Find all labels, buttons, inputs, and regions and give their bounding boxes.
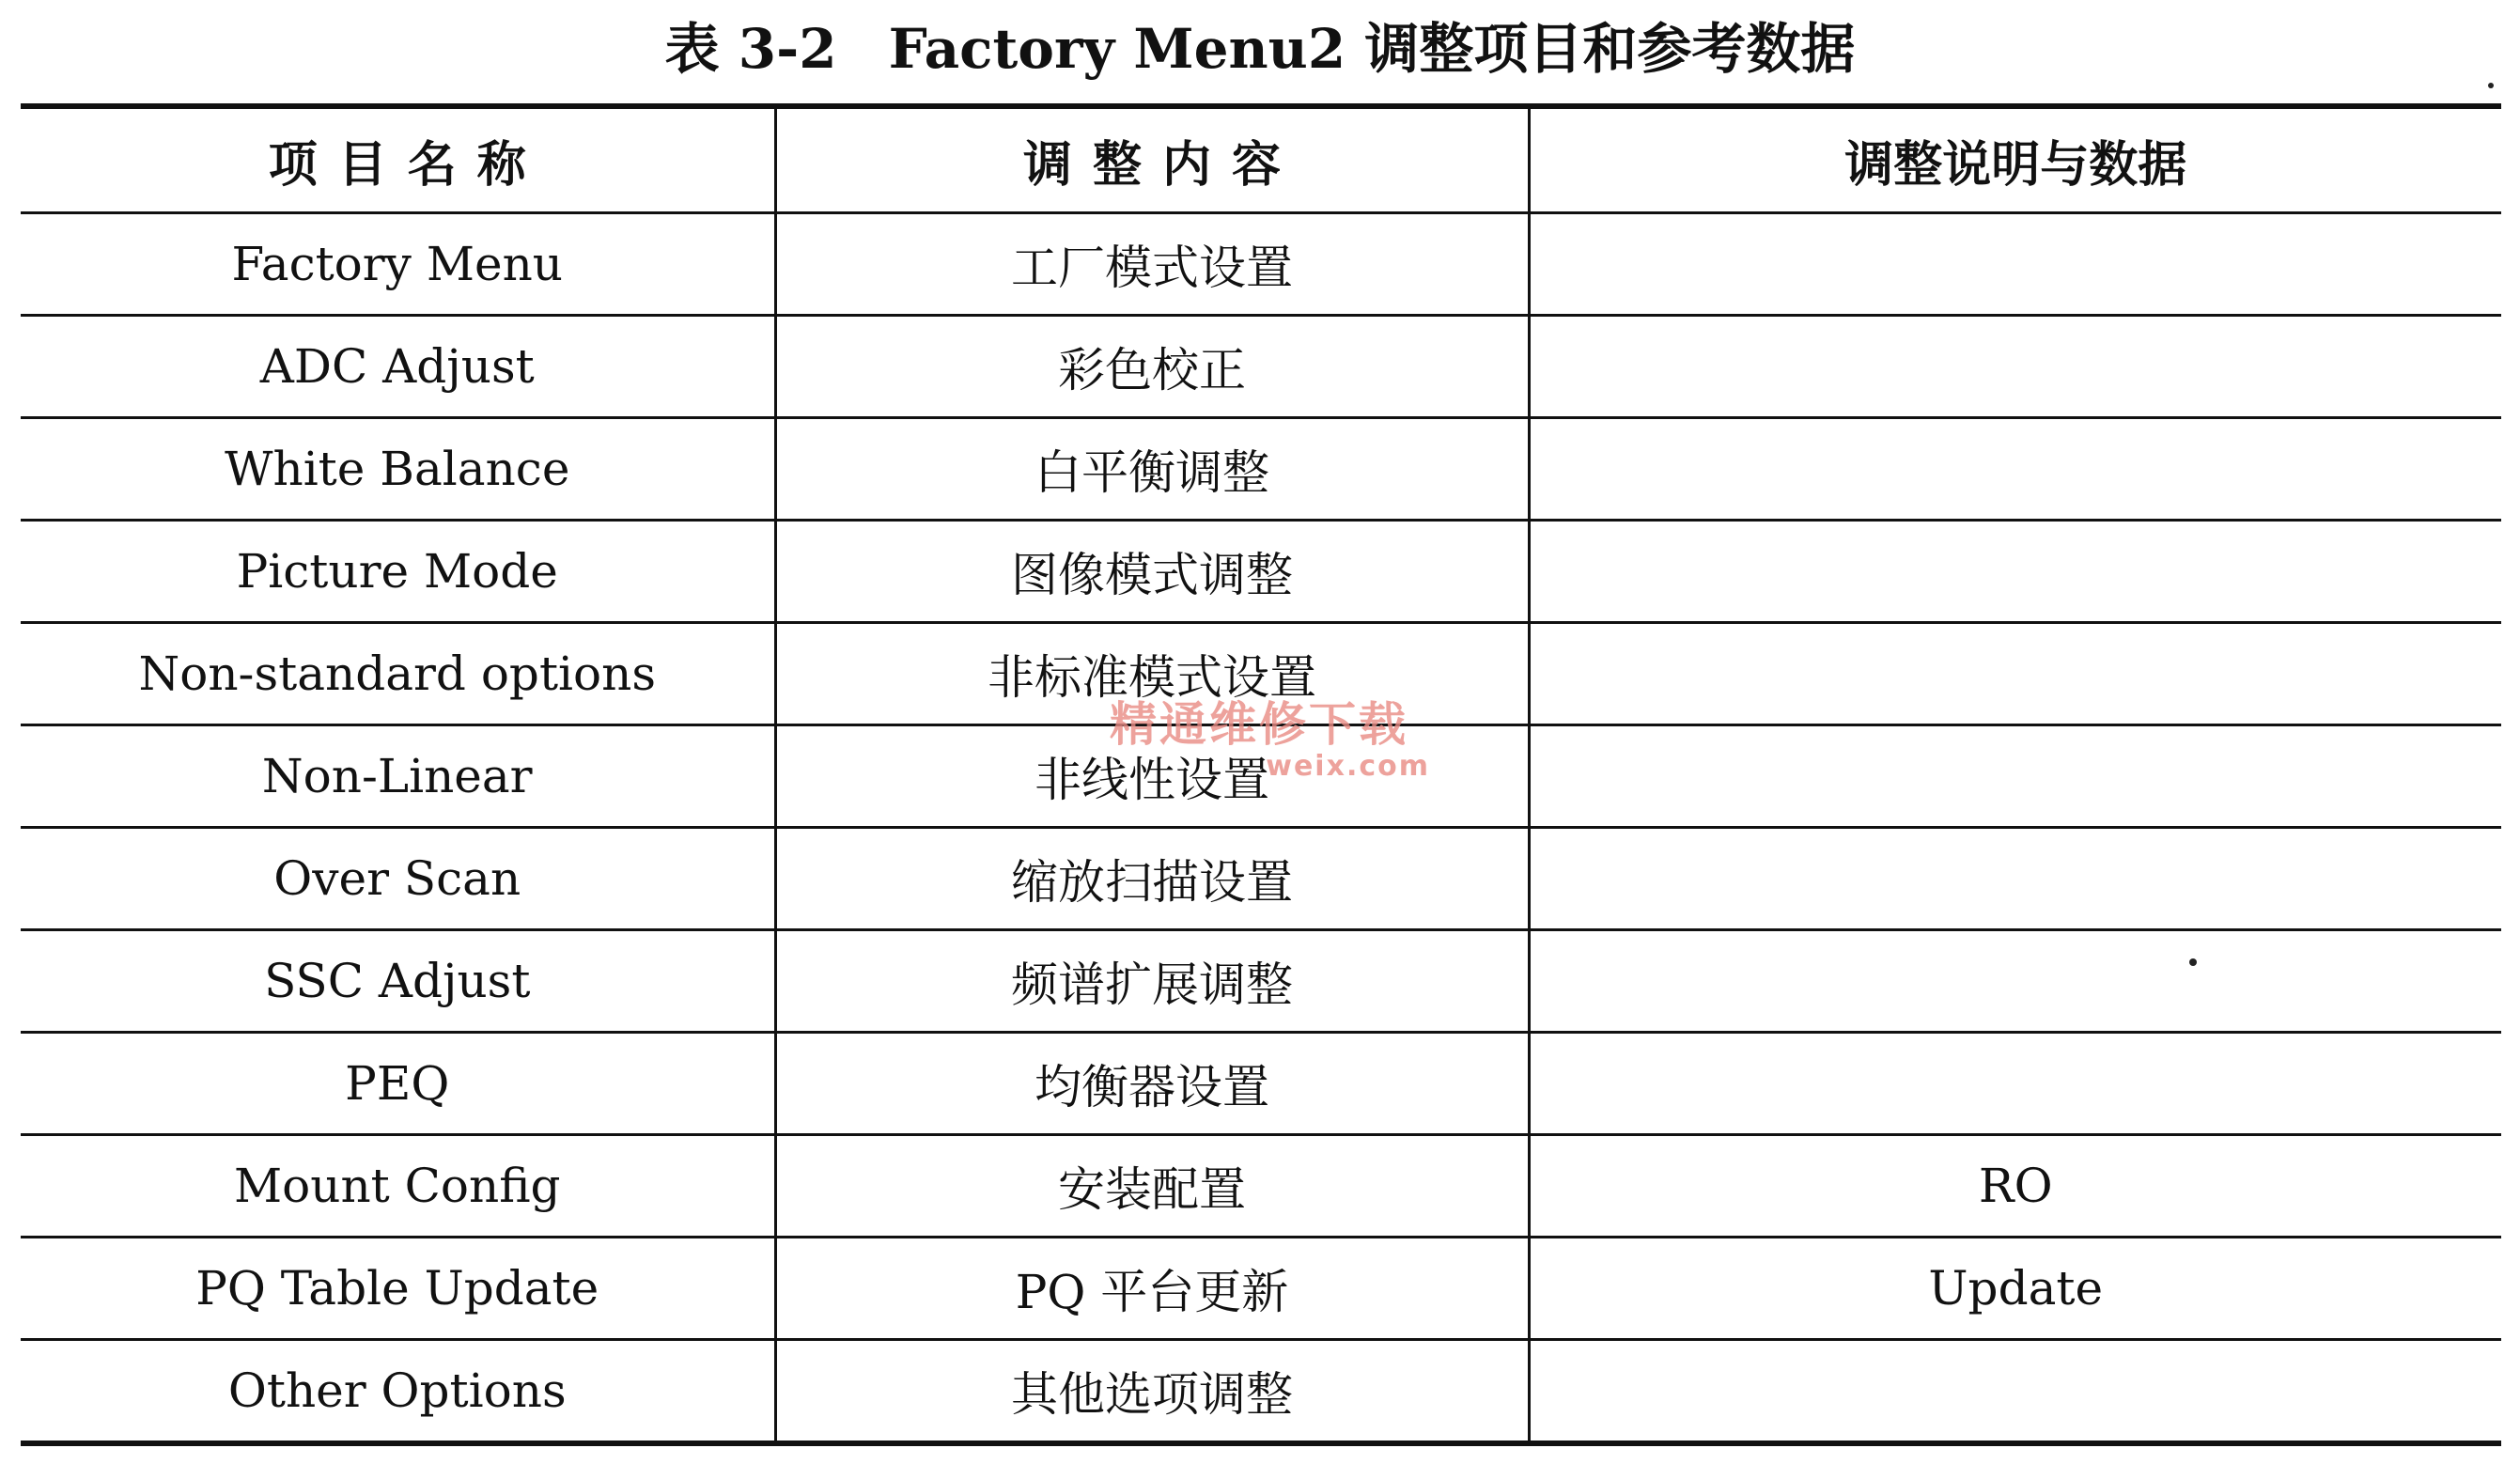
scan-speck [2189, 958, 2197, 966]
adjust-content-cell: 其他选项调整 [775, 1340, 1529, 1444]
adjustment-table [21, 103, 2501, 1446]
adjust-content-cell: 频谱扩展调整 [775, 930, 1529, 1033]
adjust-content-cell: 非标准模式设置 [775, 623, 1529, 725]
table-row [21, 623, 2501, 725]
table-row [21, 418, 2501, 521]
adjust-content-cell: 缩放扫描设置 [775, 828, 1529, 930]
table-row [21, 1033, 2501, 1135]
item-name-cell: SSC Adjust [21, 930, 775, 1033]
table-row [21, 521, 2501, 623]
item-name-cell: White Balance [21, 418, 775, 521]
adjust-content-cell: 彩色校正 [775, 316, 1529, 418]
adjust-content-cell: PQ 平台更新 [775, 1238, 1529, 1340]
adjust-content-cell: 安装配置 [775, 1135, 1529, 1238]
scan-speck [2488, 83, 2494, 88]
adjust-content-cell: 工厂模式设置 [775, 213, 1529, 316]
description-cell: RO [1529, 1135, 2501, 1238]
table-row [21, 316, 2501, 418]
description-cell [1529, 213, 2501, 316]
adjust-content-cell: 均衡器设置 [775, 1033, 1529, 1135]
description-cell [1529, 1340, 2501, 1444]
table-row [21, 930, 2501, 1033]
adjust-content-cell: 图像模式调整 [775, 521, 1529, 623]
adjust-content-cell: 非线性设置 [775, 725, 1529, 828]
description-cell [1529, 521, 2501, 623]
item-name-cell: Factory Menu [21, 213, 775, 316]
table-header-row [21, 106, 2501, 213]
item-name-cell: Non-standard options [21, 623, 775, 725]
item-name-cell: PEQ [21, 1033, 775, 1135]
table-row [21, 828, 2501, 930]
description-cell [1529, 1033, 2501, 1135]
header-description: 调整说明与数据 [1529, 106, 2501, 213]
adjust-content-cell: 白平衡调整 [775, 418, 1529, 521]
table-title-text: Factory Menu2 调整项目和参考数据 [888, 17, 1856, 81]
item-name-cell: Other Options [227, 1363, 567, 1418]
description-cell [1529, 930, 2501, 1033]
item-name-cell: Over Scan [21, 828, 775, 930]
description-cell [1529, 725, 2501, 828]
item-name-cell: Non-Linear [21, 725, 775, 828]
header-adjust-content: 调整内容 [775, 106, 1529, 213]
table-row [21, 1238, 2501, 1340]
table-row [21, 725, 2501, 828]
header-item-name: 项目名称 [21, 106, 775, 213]
description-cell [1529, 828, 2501, 930]
description-cell [1529, 623, 2501, 725]
table-row [21, 1135, 2501, 1238]
table-row [21, 1340, 2501, 1444]
table-number: 表 3-2 [664, 17, 837, 81]
item-name-cell: Mount Config [21, 1135, 775, 1238]
table-row [21, 213, 2501, 316]
item-name-cell: Picture Mode [21, 521, 775, 623]
watermark-url: weix.com [1266, 750, 1430, 783]
description-cell [1529, 418, 2501, 521]
item-name-cell: ADC Adjust [21, 316, 775, 418]
table-title [0, 13, 2520, 85]
item-name-cell: PQ Table Update [21, 1238, 775, 1340]
watermark-text: 精通维修下载 [1110, 696, 1408, 752]
description-cell: Update [1529, 1238, 2501, 1340]
description-cell [1529, 316, 2501, 418]
